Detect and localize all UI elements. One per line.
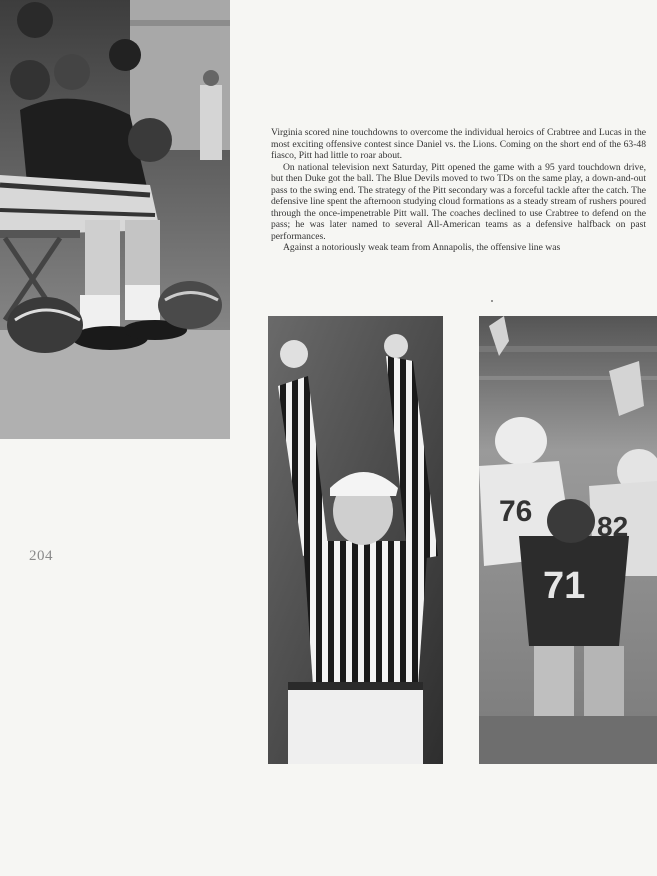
jersey-number-82: 82 bbox=[597, 511, 629, 542]
paragraph-3: Against a notoriously weak team from Annapolis, the offensive line was bbox=[283, 242, 561, 254]
linemen-photo bbox=[479, 316, 657, 764]
paragraph-1: Virginia scored nine touchdowns to overcome the individual heroics of Crabtree and Lucas in the most exciting offensive contest since Daniel vs. the Lions. Coming on the short end of the 63-48 fiasco, Pitt had little to roar about. bbox=[271, 127, 646, 162]
stray-mark bbox=[491, 300, 493, 302]
paragraph-2: On national television next Saturday, Pitt opened the game with a 95 yard touchdown drive, but then Duke got the ball. The Blue Devils moved to two TDs on the same play, a down-and-out pass to the swing end. The strategy of the Pitt secondary was a forceful tackle after the catch. The defensive line spent the afternoon studying cloud formations as a steady stream of rushers poured through the once-impenetrable Pitt wall. The coaches declined to use Crabtree to defend on the pass; he was later named to several All-American teams as a defensive halfback on past performances. bbox=[271, 161, 646, 242]
bench-players-photo bbox=[0, 0, 230, 439]
jersey-number-71: 71 bbox=[543, 565, 586, 607]
page-number: 204 bbox=[29, 548, 53, 564]
referee-photo bbox=[268, 316, 443, 764]
article-body bbox=[271, 127, 646, 254]
jersey-number-76: 76 bbox=[499, 495, 533, 528]
